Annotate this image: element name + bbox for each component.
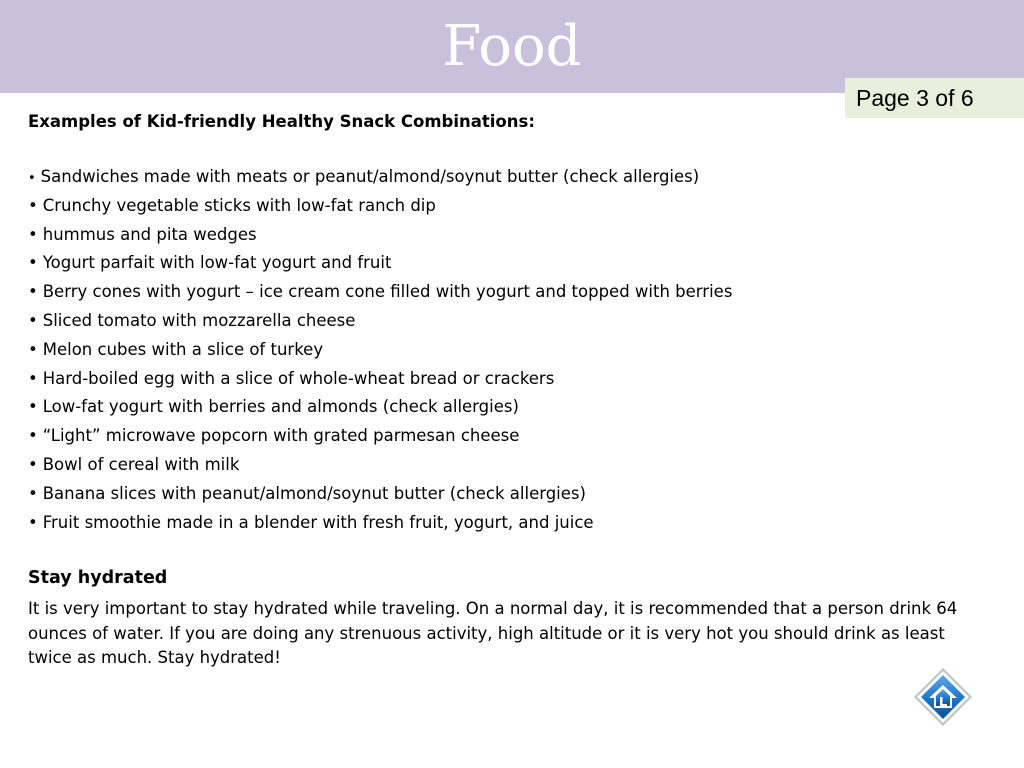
- bullet-icon: •: [28, 339, 38, 359]
- list-item: [28, 163, 732, 192]
- bullet-icon: •: [28, 454, 38, 474]
- snack-item-text: “Light” microwave popcorn with grated parmesan cheese: [42, 426, 520, 446]
- snack-item-text: Yogurt parfait with low-fat yogurt and fruit: [42, 253, 392, 273]
- bullet-icon: •: [28, 483, 38, 503]
- snack-item-text: Hard-boiled egg with a slice of whole-wheat bread or crackers: [42, 368, 555, 388]
- list-item: [28, 221, 732, 250]
- list-item: [28, 307, 732, 336]
- bullet-icon: •: [28, 282, 38, 302]
- list-item: [28, 509, 732, 538]
- bullet-icon: •: [28, 368, 38, 388]
- snack-item-text: Fruit smoothie made in a blender with fresh fruit, yogurt, and juice: [42, 512, 594, 532]
- bullet-icon: •: [28, 426, 38, 446]
- hydration-paragraph: It is very important to stay hydrated while traveling. On a normal day, it is recommended that a person drink 64 ounces of water. If you are doing any strenuous activity, high altitude or it is very hot you should drink as least twice as much. Stay hydrated!: [28, 599, 958, 667]
- snack-item-text: Melon cubes with a slice of turkey: [42, 339, 324, 359]
- snack-item-text: Banana slices with peanut/almond/soynut butter (check allergies): [42, 483, 586, 503]
- snack-item-text: hummus and pita wedges: [42, 224, 257, 244]
- home-button[interactable]: [913, 667, 973, 727]
- list-item: [28, 365, 732, 394]
- snack-item-text: Bowl of cereal with milk: [42, 454, 240, 474]
- snack-item-text: Sliced tomato with mozzarella cheese: [42, 310, 356, 330]
- list-item: [28, 422, 732, 451]
- bullet-icon: •: [28, 224, 38, 244]
- list-item: [28, 336, 732, 365]
- list-item: [28, 278, 732, 307]
- page-indicator: Page 3 of 6: [845, 78, 1024, 118]
- bullet-icon: •: [28, 253, 38, 273]
- snack-item-text: Crunchy vegetable sticks with low-fat ranch dip: [42, 195, 436, 215]
- snack-section-heading: Examples of Kid-friendly Healthy Snack Combinations:: [28, 112, 535, 131]
- home-icon: [913, 667, 973, 727]
- snack-item-text: Sandwiches made with meats or peanut/almond/soynut butter (check allergies): [40, 167, 700, 186]
- list-item: [28, 451, 732, 480]
- list-item: [28, 192, 732, 221]
- list-item: [28, 249, 732, 278]
- hydration-section-heading: Stay hydrated: [28, 568, 168, 588]
- bullet-icon: •: [28, 397, 38, 417]
- slide-title: Food: [442, 14, 582, 79]
- bullet-icon: •: [28, 171, 36, 186]
- list-item: [28, 480, 732, 509]
- list-item: [28, 393, 732, 422]
- bullet-icon: •: [28, 512, 38, 532]
- snack-item-text: Berry cones with yogurt – ice cream cone filled with yogurt and topped with berries: [42, 282, 733, 302]
- bullet-icon: •: [28, 310, 38, 330]
- bullet-icon: •: [28, 195, 38, 215]
- snack-item-text: Low-fat yogurt with berries and almonds (check allergies): [42, 397, 519, 417]
- snack-list: [28, 163, 732, 537]
